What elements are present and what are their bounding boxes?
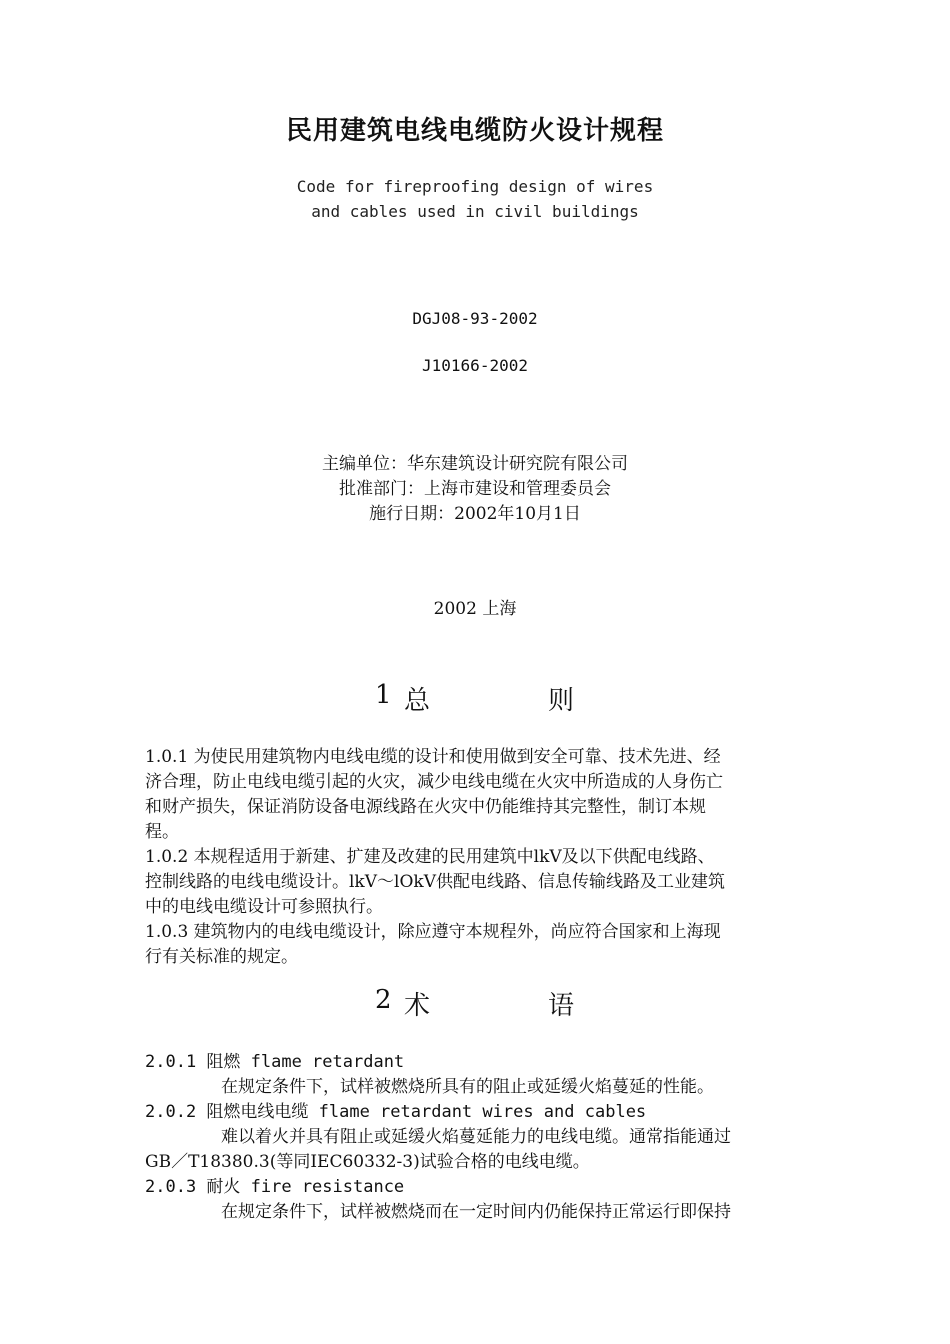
text-line: 控制线路的电线电缆设计。lkV～lOkV供配电线路、信息传输线路及工业建筑 (145, 872, 725, 892)
english-title-line-1: Code for fireproofing design of wires (296, 177, 654, 196)
chapter-char-1: 术 (404, 991, 431, 1021)
text-line: 和财产损失，保证消防设备电源线路在火灾中仍能维持其完整性，制订本规 (145, 797, 706, 817)
text-line: 1.0.2 本规程适用于新建、扩建及改建的民用建筑中lkV及以下供配电线路、 (145, 847, 715, 867)
term-definition: 在规定条件下，试样被燃烧而在一定时间内仍能保持正常运行即保持 (221, 1202, 731, 1222)
chapter-char-2: 则 (548, 686, 575, 716)
text-line: 中的电线电缆设计可参照执行。 (145, 897, 383, 917)
term-definition: 在规定条件下，试样被燃烧所具有的阻止或延缓火焰蔓延的性能。 (221, 1077, 714, 1097)
term-heading: 2.0.2 阻燃电线电缆 flame retardant wires and cables (145, 1102, 647, 1122)
chapter-1-body (145, 745, 805, 970)
editor-unit: 主编单位：华东建筑设计研究院有限公司 (322, 454, 628, 474)
term-definition-continued: GB／T18380.3(等同IEC60332-3)试验合格的电线电缆。 (145, 1152, 590, 1172)
standard-code: DGJ08-93-2002 (412, 309, 538, 328)
english-title-line-2: and cables used in civil buildings (311, 202, 639, 221)
text-line: 济合理，防止电线电缆引起的火灾，减少电线电缆在火灾中所造成的人身伤亡 (145, 772, 723, 792)
record-code: J10166-2002 (422, 356, 528, 375)
chapter-number: 2 (375, 985, 392, 1015)
text-line: 行有关标准的规定。 (145, 947, 298, 967)
term-heading: 2.0.1 阻燃 flame retardant (145, 1052, 405, 1072)
term-heading: 2.0.3 耐火 fire resistance (145, 1177, 405, 1197)
text-line: 程。 (145, 822, 179, 842)
term-definition: 难以着火并具有阻止或延缓火焰蔓延能力的电线电缆。通常指能通过 (221, 1127, 731, 1147)
text-line: 1.0.3 建筑物内的电线电缆设计，除应遵守本规程外，尚应符合国家和上海现 (145, 922, 721, 942)
chapter-2-body (145, 1050, 805, 1225)
chapter-2-heading (0, 985, 950, 1019)
chapter-number: 1 (375, 680, 392, 710)
publication-place: 2002 上海 (433, 599, 517, 619)
document-title: 民用建筑电线电缆防火设计规程 (285, 116, 664, 146)
effective-date: 施行日期：2002年10月1日 (369, 504, 581, 524)
chapter-char-2: 语 (548, 991, 575, 1021)
approving-department: 批准部门：上海市建设和管理委员会 (339, 479, 611, 499)
chapter-1-heading (0, 680, 950, 714)
text-line: 1.0.1 为使民用建筑物内电线电缆的设计和使用做到安全可靠、技术先进、经 (145, 747, 721, 767)
chapter-char-1: 总 (404, 686, 431, 716)
